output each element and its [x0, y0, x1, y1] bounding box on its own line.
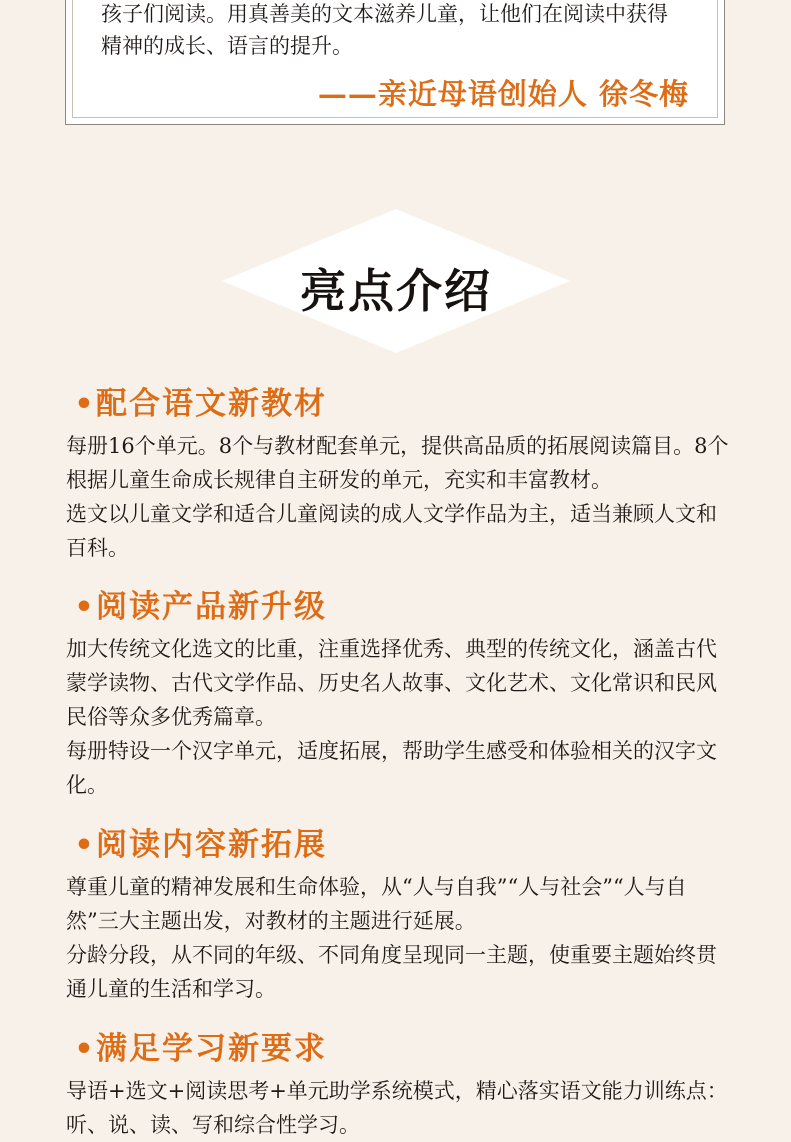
feature-heading	[74, 1030, 729, 1068]
feature-heading-text: 满足学习新要求	[96, 1031, 327, 1067]
quote-box	[65, 0, 725, 125]
feature-paragraph: 分龄分段，从不同的年级、不同角度呈现同一主题，使重要主题始终贯通儿童的生活和学习。	[66, 943, 717, 1001]
bullet-icon: •	[74, 590, 96, 625]
quote-inner-border	[72, 0, 718, 118]
feature-heading-text: 配合语文新教材	[96, 386, 327, 422]
bullet-icon: •	[74, 1032, 96, 1067]
feature-block-3	[66, 826, 729, 1006]
feature-body	[66, 632, 729, 802]
quote-text-line-1: 孩子们阅读。用真善美的文本滋养儿童，让他们在阅读中获得	[101, 2, 668, 26]
feature-paragraph: 导语+选文+阅读思考+单元助学系统模式，精心落实语文能力训练点：听、说、读、写和综合性学习。	[66, 1079, 728, 1137]
feature-body	[66, 1074, 729, 1142]
feature-heading	[74, 588, 729, 626]
section-title-banner	[222, 209, 570, 353]
section-title: 亮点介绍	[300, 264, 492, 318]
feature-body	[66, 429, 729, 565]
feature-heading-text: 阅读产品新升级	[96, 589, 327, 625]
quote-signature: ——亲近母语创始人 徐冬梅	[317, 77, 689, 111]
bullet-icon: •	[74, 828, 96, 863]
bullet-icon: •	[74, 387, 96, 422]
feature-heading-text: 阅读内容新拓展	[96, 827, 327, 863]
feature-block-4	[66, 1030, 729, 1142]
feature-block-2	[66, 588, 729, 802]
feature-paragraph: 每册特设一个汉字单元，适度拓展，帮助学生感受和体验相关的汉字文化。	[66, 739, 717, 797]
feature-paragraph: 尊重儿童的精神发展和生命体验，从“人与自我”“人与社会”“人与自然”三大主题出发，对教材的主题进行延展。	[66, 875, 687, 933]
feature-paragraph: 加大传统文化选文的比重，注重选择优秀、典型的传统文化，涵盖古代蒙学读物、古代文学作品、历史名人故事、文化艺术、文化常识和民风民俗等众多优秀篇章。	[66, 637, 717, 729]
quote-text-line-2: 精神的成长、语言的提升。	[101, 34, 353, 58]
feature-body	[66, 870, 729, 1006]
feature-heading	[74, 826, 729, 864]
feature-paragraph: 选文以儿童文学和适合儿童阅读的成人文学作品为主，适当兼顾人文和百科。	[66, 502, 717, 560]
feature-paragraph: 每册16个单元。8个与教材配套单元，提供高品质的拓展阅读篇目。8个根据儿童生命成长规律自主研发的单元，充实和丰富教材。	[66, 434, 729, 492]
feature-heading	[74, 385, 729, 423]
feature-block-1	[66, 385, 729, 565]
